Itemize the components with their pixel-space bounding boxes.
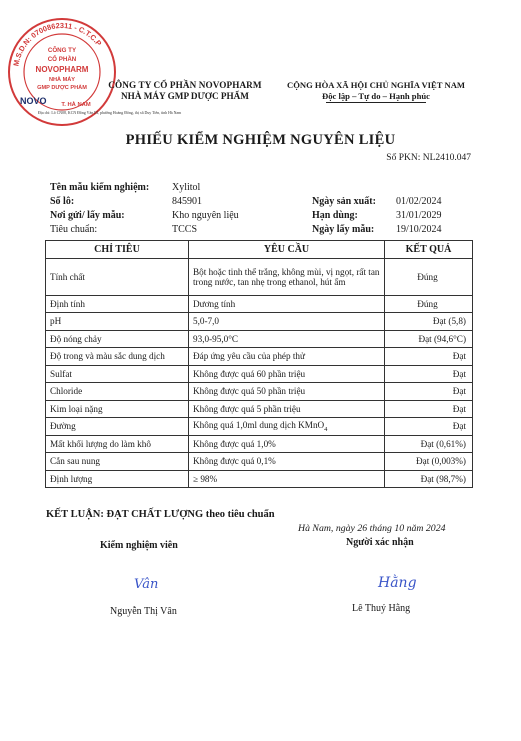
stamp-ring-text: M.S.D.N: 0700862311 - C.T.C.P xyxy=(11,20,104,67)
requirement-text: Không quá 1,0ml dung dịch KMnO xyxy=(193,419,325,430)
criterion-cell: Cắn sau nung xyxy=(46,453,189,471)
requirement-cell xyxy=(189,400,385,418)
table-row xyxy=(46,418,473,436)
stamp-center-line3: NOVOPHARM xyxy=(35,65,89,74)
requirement-cell xyxy=(189,470,385,488)
sample-name-value: Xylitol xyxy=(172,182,201,193)
requirement-text: Không được quá 60 phần triệu xyxy=(193,368,306,379)
requirement-cell xyxy=(189,383,385,401)
analyst-signature xyxy=(132,568,192,598)
standard-label: Tiêu chuẩn: xyxy=(50,224,98,235)
criterion-cell: Định lượng xyxy=(46,470,189,488)
document-title: PHIẾU KIỂM NGHIỆM NGUYÊN LIỆU xyxy=(125,132,396,148)
header-result: KẾT QUẢ xyxy=(385,241,473,259)
info-row-standard xyxy=(50,224,470,238)
requirement-text: ≥ 98% xyxy=(193,473,218,484)
result-cell: Đạt (94,6°C) xyxy=(385,330,473,348)
approver-signature xyxy=(376,565,446,599)
mfg-date-value: 01/02/2024 xyxy=(396,196,442,207)
table-row xyxy=(46,295,473,313)
info-row-sample xyxy=(50,182,470,196)
criterion-cell: Tính chất xyxy=(46,258,189,295)
requirement-text: Dương tính xyxy=(193,298,236,309)
info-row-lot xyxy=(50,196,470,210)
table-row xyxy=(46,365,473,383)
national-header xyxy=(276,80,476,103)
requirement-cell xyxy=(189,435,385,453)
result-cell: Đạt (5,8) xyxy=(385,313,473,331)
table-row xyxy=(46,453,473,471)
stamp-bottom-text: T. HÀ NAM xyxy=(61,102,91,108)
analyst-name: Nguyễn Thị Vân xyxy=(110,606,177,617)
analyst-signature-text: Vân xyxy=(134,577,159,592)
table-row xyxy=(46,400,473,418)
result-cell: Đạt (98,7%) xyxy=(385,470,473,488)
table-row xyxy=(46,313,473,331)
table-row xyxy=(46,383,473,401)
result-cell: Đạt (0,61%) xyxy=(385,435,473,453)
requirement-text: 5,0-7,0 xyxy=(193,316,220,327)
mfg-date-label: Ngày sản xuất: xyxy=(312,196,376,207)
company-address: Địa chỉ: Lô CN08, KCN Đồng Văn III, phường Hoàng Đông, thị xã Duy Tiên, tỉnh Hà Nam xyxy=(38,111,182,115)
company-header xyxy=(100,80,270,101)
criterion-cell: Độ nóng chảy xyxy=(46,330,189,348)
document-number: Số PKN: NL2410.047 xyxy=(386,153,471,163)
result-cell: Đạt xyxy=(385,383,473,401)
header-requirement: YÊU CẦU xyxy=(189,241,385,259)
table-body xyxy=(46,258,473,488)
requirement-text: Đáp ứng yêu cầu của phép thử xyxy=(193,351,306,362)
table-row xyxy=(46,435,473,453)
result-cell: Đúng xyxy=(385,258,473,295)
criterion-cell: Đường xyxy=(46,418,189,436)
novo-logo-text: NOVO xyxy=(20,96,47,106)
criterion-cell: Định tính xyxy=(46,295,189,313)
result-cell: Đạt xyxy=(385,400,473,418)
result-cell: Đúng xyxy=(385,295,473,313)
stamp-center-line1: CÔNG TY xyxy=(47,47,77,54)
conclusion: KẾT LUẬN: ĐẠT CHẤT LƯỢNG theo tiêu chuẩn xyxy=(46,509,275,520)
result-cell: Đạt xyxy=(385,348,473,366)
sender-value: Kho nguyên liệu xyxy=(172,210,239,221)
requirement-text: Không được quá 0,1% xyxy=(193,456,276,467)
table-row xyxy=(46,258,473,295)
standard-value: TCCS xyxy=(172,224,198,235)
table-row xyxy=(46,470,473,488)
table-row xyxy=(46,330,473,348)
expiry-label: Hạn dùng: xyxy=(312,210,358,221)
motto-underline xyxy=(326,102,426,103)
table-header-row xyxy=(46,241,473,259)
sample-name-label: Tên mẫu kiểm nghiệm: xyxy=(50,182,150,193)
lot-value: 845901 xyxy=(172,196,202,207)
requirement-cell xyxy=(189,348,385,366)
nation-motto: Độc lập – Tự do – Hạnh phúc xyxy=(322,91,430,101)
test-results-table xyxy=(45,240,473,488)
requirement-text: Không được quá 5 phần triệu xyxy=(193,403,301,414)
criterion-cell: Sulfat xyxy=(46,365,189,383)
result-cell: Đạt xyxy=(385,418,473,436)
requirement-subscript: 4 xyxy=(324,425,328,433)
requirement-text: Không được quá 50 phần triệu xyxy=(193,386,306,397)
requirement-cell xyxy=(189,453,385,471)
analyst-title: Kiểm nghiệm viên xyxy=(100,540,178,551)
approver-title: Người xác nhận xyxy=(346,537,414,548)
approver-signature-text: Hằng xyxy=(378,575,417,591)
criterion-cell: Kim loại nặng xyxy=(46,400,189,418)
info-row-sender xyxy=(50,210,470,224)
stamp-center-line2: CỔ PHẦN xyxy=(47,56,77,63)
criterion-cell: Chloride xyxy=(46,383,189,401)
requirement-cell xyxy=(189,295,385,313)
criterion-cell: pH xyxy=(46,313,189,331)
factory-name: NHÀ MÁY GMP DƯỢC PHẨM xyxy=(121,91,249,101)
sender-label: Nơi gửi/ lấy mẫu: xyxy=(50,210,125,221)
criterion-cell: Mất khối lượng do làm khô xyxy=(46,435,189,453)
sample-date-label: Ngày lấy mẫu: xyxy=(312,224,375,235)
sample-info xyxy=(50,182,470,238)
requirement-cell xyxy=(189,365,385,383)
table-row xyxy=(46,348,473,366)
requirement-text: 93,0-95,0°C xyxy=(193,333,239,344)
lot-label: Số lô: xyxy=(50,196,75,207)
approver-name: Lê Thuý Hằng xyxy=(352,603,411,614)
expiry-value: 31/01/2029 xyxy=(396,210,442,221)
result-cell: Đạt (0,003%) xyxy=(385,453,473,471)
requirement-cell xyxy=(189,313,385,331)
header-criterion: CHỈ TIÊU xyxy=(46,241,189,259)
result-cell: Đạt xyxy=(385,365,473,383)
requirement-cell xyxy=(189,258,385,295)
stamp-center-line4: NHÀ MÁY xyxy=(48,77,76,83)
requirement-text: Bột hoặc tinh thể trắng, không mùi, vị ngọt, rất tan trong nước, tan nhẹ trong ethanol, hút ẩm xyxy=(193,266,380,287)
nation-title: CỘNG HÒA XÃ HỘI CHỦ NGHĨA VIỆT NAM xyxy=(286,80,466,90)
requirement-text: Không được quá 1,0% xyxy=(193,438,276,449)
requirement-cell xyxy=(189,418,385,436)
stamp-center-line5: GMP DƯỢC PHẨM xyxy=(37,85,87,91)
date-place: Hà Nam, ngày 26 tháng 10 năm 2024 xyxy=(298,523,446,534)
company-name: CÔNG TY CỔ PHẦN NOVOPHARM xyxy=(108,80,262,90)
requirement-cell xyxy=(189,330,385,348)
criterion-cell: Độ trong và màu sắc dung dịch xyxy=(46,348,189,366)
sample-date-value: 19/10/2024 xyxy=(396,224,442,235)
